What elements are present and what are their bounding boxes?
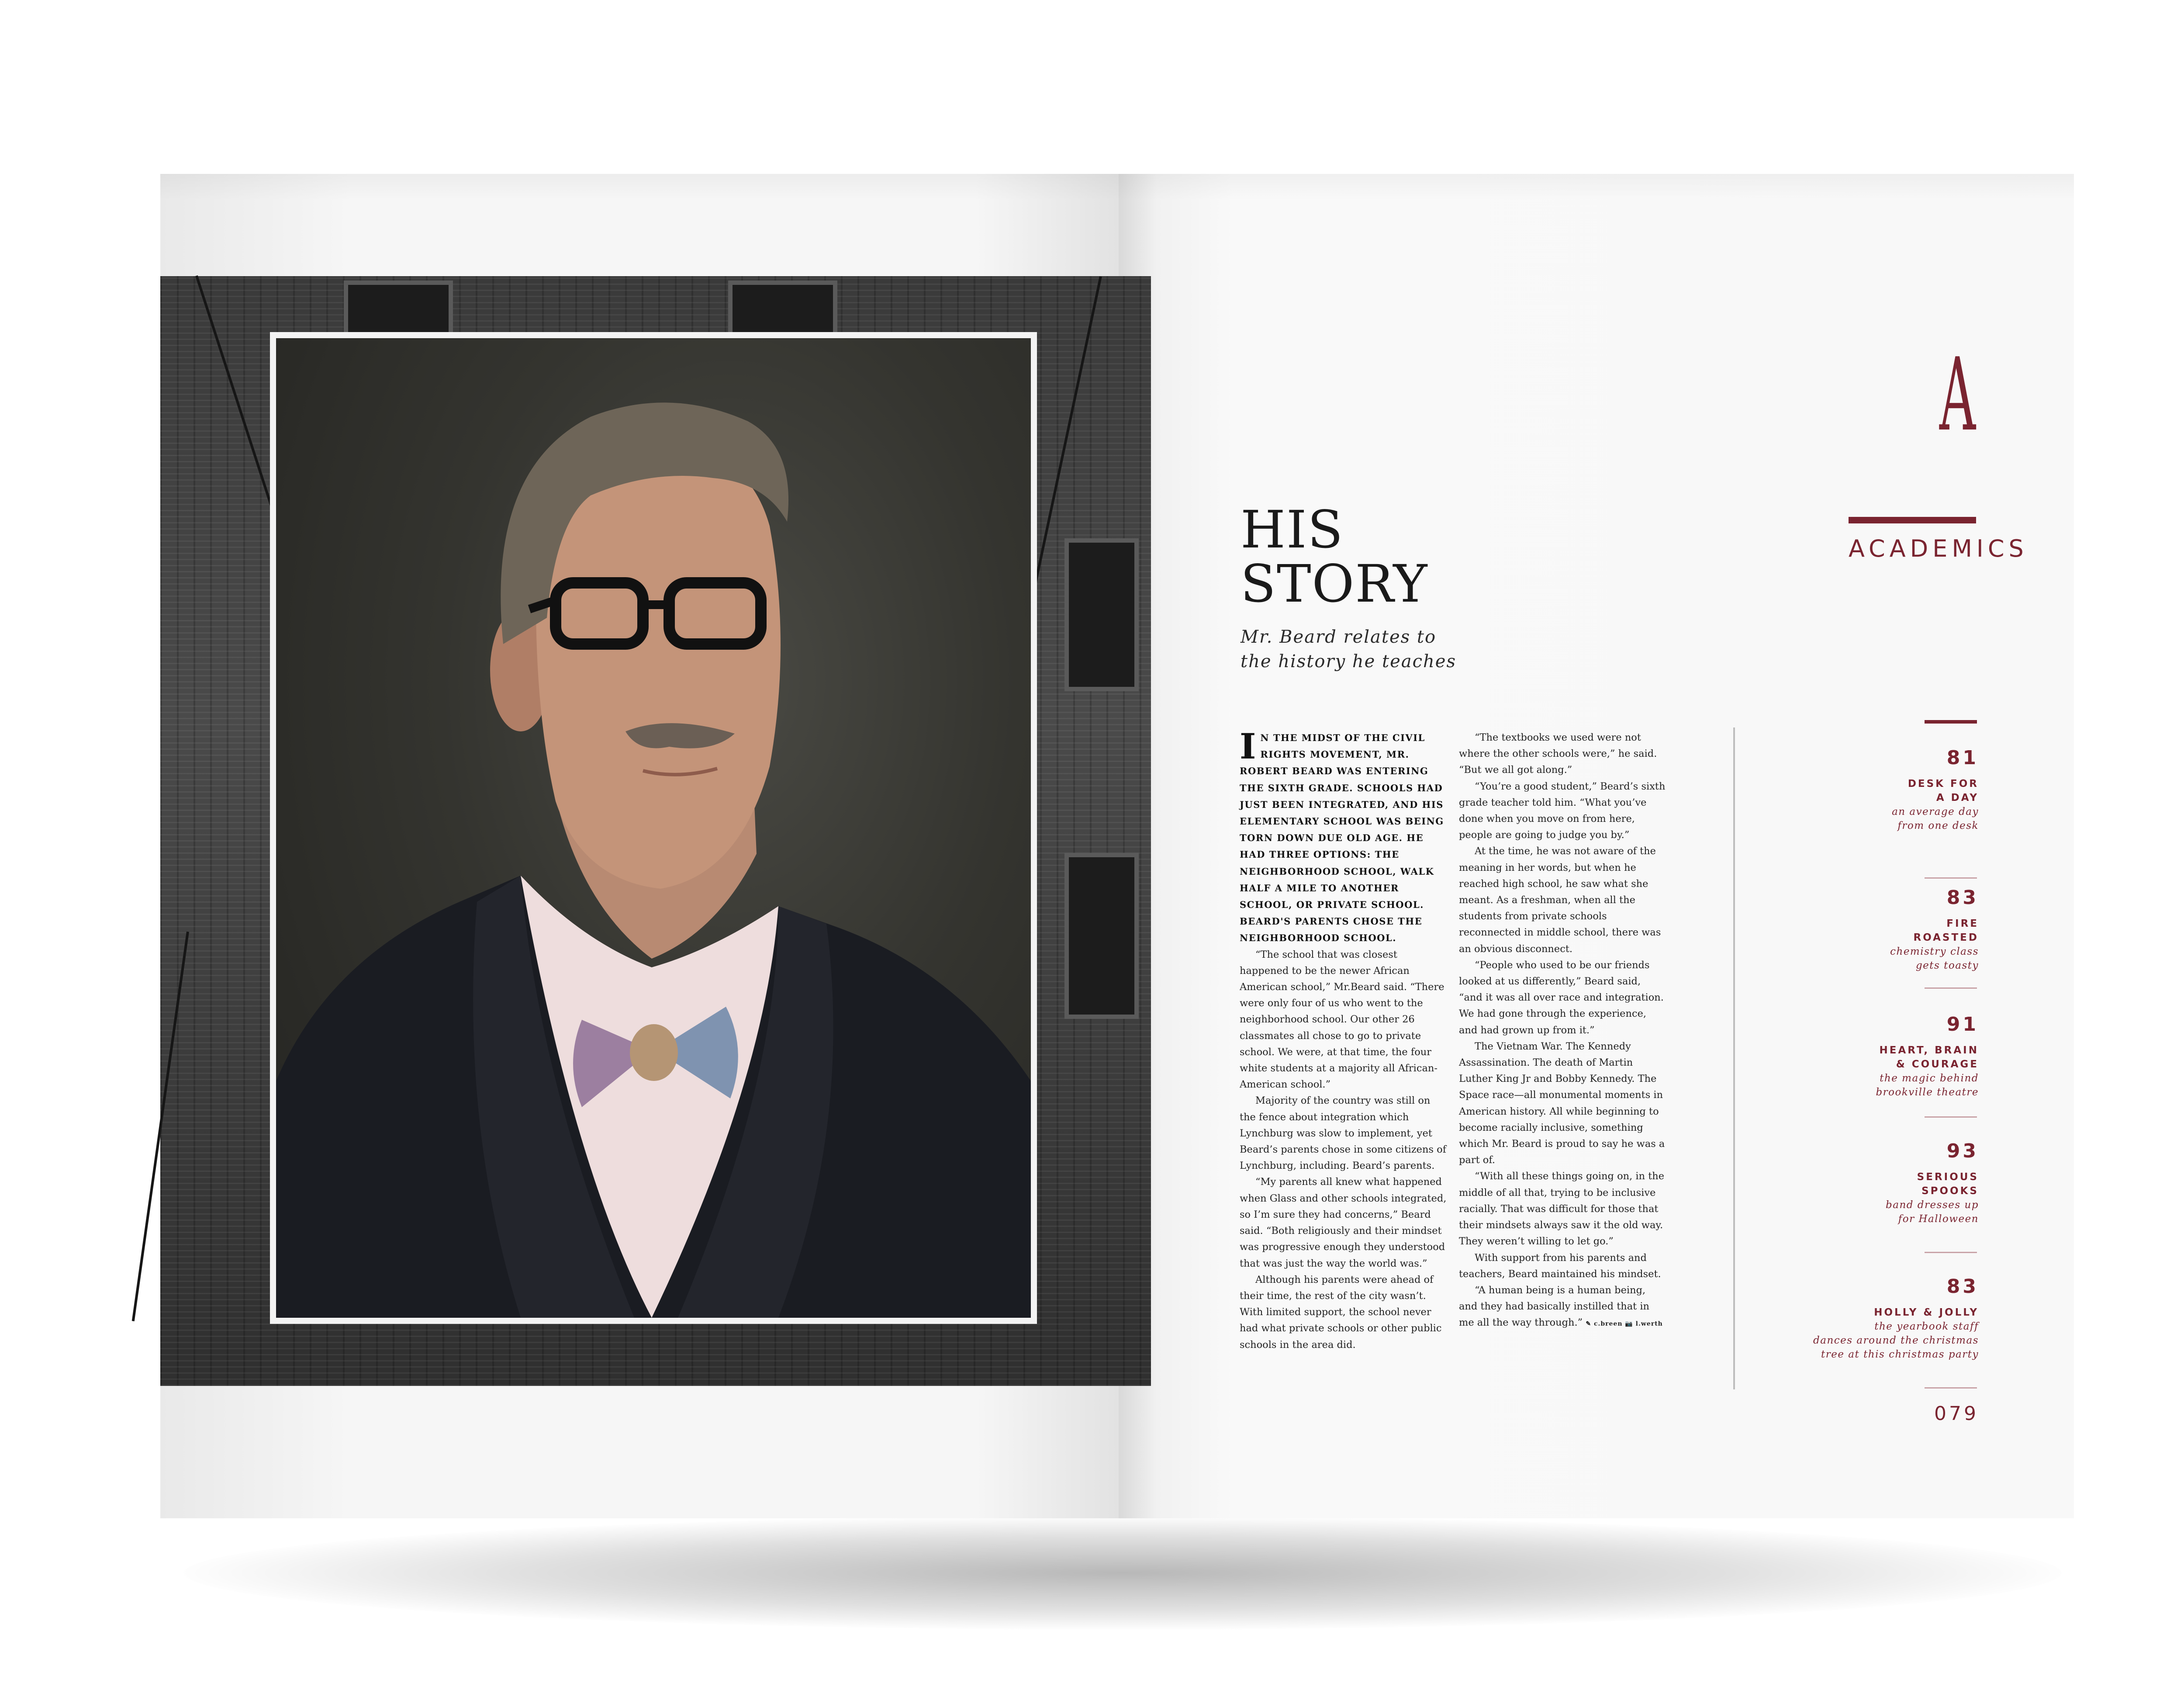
toc-item xyxy=(1773,1276,1979,1361)
toc-item xyxy=(1773,747,1979,833)
toc-divider xyxy=(1925,877,1977,879)
body-paragraph: “With all these things going on, in the middle of all that, trying to be inclusive racially. That was difficult for those that their mindsets always saw it the old way. They weren’t willing to let go.” xyxy=(1459,1171,1665,1247)
toc-divider xyxy=(1925,1387,1977,1389)
page-top-shading xyxy=(160,174,2074,200)
toc-description: an average day from one desk xyxy=(1892,806,1979,831)
section-label: ACADEMICS xyxy=(1849,535,2028,562)
byline-credit: ✎ c.breen 📷 l.werth xyxy=(1586,1320,1663,1328)
body-paragraph: At the time, he was not aware of the meaning in her words, but when he reached high school, he saw what she meant. As a freshman, when all the students from private schools reconnected in middle school, there was an obvious disconnect. xyxy=(1459,845,1661,955)
toc-page-number: 83 xyxy=(1946,1275,1979,1298)
toc-divider xyxy=(1925,1252,1977,1253)
spread-shadow xyxy=(183,1516,2062,1630)
building-window xyxy=(1064,538,1139,691)
portrait-photo xyxy=(276,338,1031,1318)
toc-page-number: 93 xyxy=(1946,1140,1979,1162)
toc-page-number: 83 xyxy=(1946,887,1979,909)
body-paragraph xyxy=(1459,1282,1666,1333)
lead-paragraph xyxy=(1240,726,1447,947)
toc-page-number: 81 xyxy=(1946,747,1979,769)
headline-line-2: STORY xyxy=(1241,554,1428,614)
closing-quote: “A human being is a human being, and they had basically instilled that in me all the way through.” xyxy=(1459,1284,1650,1329)
body-paragraph: Majority of the country was still on the fence about integration which Lynchburg was slow to implement, yet Beard’s parents chose in some citizens of Lynchburg, including. Beard’s parents. xyxy=(1240,1095,1447,1172)
body-paragraph: “You’re a good student,” Beard’s sixth grade teacher told him. “What you’ve done when you move on from here, people are going to judge you by.” xyxy=(1459,780,1666,841)
toc-page-number: 91 xyxy=(1946,1013,1979,1036)
portrait-frame xyxy=(270,332,1037,1324)
toc-title: DESK FOR A DAY xyxy=(1908,778,1979,804)
body-paragraph: With support from his parents and teachers, Beard maintained his mindset. xyxy=(1459,1252,1661,1280)
tree-branch xyxy=(132,932,189,1321)
article-subtitle xyxy=(1241,625,1503,674)
toc-description: the yearbook staff dances around the christmas tree at this christmas party xyxy=(1813,1321,1979,1360)
page-number: 079 xyxy=(1934,1403,1979,1425)
drop-cap: I xyxy=(1240,726,1256,767)
body-paragraph: “The textbooks we used were not where the other schools were,” he said. “But we all got along.” xyxy=(1459,732,1657,776)
toc-title: FIRE ROASTED xyxy=(1913,918,1979,943)
article-column-2 xyxy=(1459,730,1666,1333)
body-paragraph: “The school that was closest happened to be the newer African American school,” Mr.Beard said. “There were only four of us who went to the neighborhood school. Our other 26 classmates all chose to go to private school. We were, at that time, the four white students at a majority all African-American school.” xyxy=(1240,949,1444,1091)
body-paragraph: “People who used to be our friends looked at us differently,” Beard said, “and it was all over race and integration. We had gone through the experience, and had grown up from it.” xyxy=(1459,959,1664,1036)
index-bar xyxy=(1925,720,1977,724)
subtitle-line-1: Mr. Beard relates to xyxy=(1241,627,1437,647)
toc-divider xyxy=(1925,987,1977,989)
body-paragraph: Although his parents were ahead of their time, the rest of the city wasn’t. With limited support, the school never had what private schools or other public schools in the area did. xyxy=(1240,1274,1442,1351)
section-letter: A xyxy=(1939,337,1976,454)
toc-item xyxy=(1773,1014,1979,1099)
building-window xyxy=(1064,853,1139,1019)
headline-line-1: HIS xyxy=(1241,499,1344,560)
toc-title: HOLLY & JOLLY xyxy=(1874,1307,1979,1318)
column-divider xyxy=(1733,727,1735,1389)
toc-title: HEART, BRAIN & COURAGE xyxy=(1879,1045,1979,1070)
toc-title: SERIOUS SPOOKS xyxy=(1917,1171,1979,1197)
toc-item xyxy=(1773,1140,1979,1226)
toc-item xyxy=(1773,887,1979,973)
toc-description: chemistry class gets toasty xyxy=(1890,946,1979,971)
article-column-1 xyxy=(1240,726,1447,1353)
lead-text: N THE MIDST OF THE CIVIL RIGHTS MOVEMENT, MR. ROBERT BEARD WAS ENTERING THE SIXTH GRADE. SCHOOLS HAD JUST BEEN INTEGRATED, AND HIS ELEMENTARY SCHOOL WAS BEING TORN DOWN DUE OLD AGE. HE HAD THREE OPTIONS: THE NEIGHBORHOOD SCHOOL, WALK HALF A MILE TO ANOTHER SCHOOL, OR PRIVATE SCHOOL. BEARD'S PARENTS CHOSE THE NEIGHBORHOOD SCHOOL. xyxy=(1240,732,1444,944)
subtitle-line-2: the history he teaches xyxy=(1241,651,1456,672)
toc-description: the magic behind brookville theatre xyxy=(1876,1073,1979,1098)
tree-branch xyxy=(195,275,281,534)
body-paragraph: “My parents all knew what happened when Glass and other schools integrated, so I’m sure they had concerns,” Beard said. “Both religiously and their mindset was progressive enough they understood that was just the way the world was.” xyxy=(1240,1176,1447,1269)
toc-divider xyxy=(1925,1116,1977,1118)
section-bar xyxy=(1849,517,1976,523)
toc-description: band dresses up for Halloween xyxy=(1886,1199,1979,1225)
portrait-illustration xyxy=(276,338,1031,1318)
article-headline xyxy=(1241,499,1428,614)
body-paragraph: The Vietnam War. The Kennedy Assassination. The death of Martin Luther King Jr and Bobby Kennedy. The Space race—all monumental moments in American history. All while beginning to become racially inclusive, something which Mr. Beard is proud to say he was a part of. xyxy=(1459,1040,1665,1166)
